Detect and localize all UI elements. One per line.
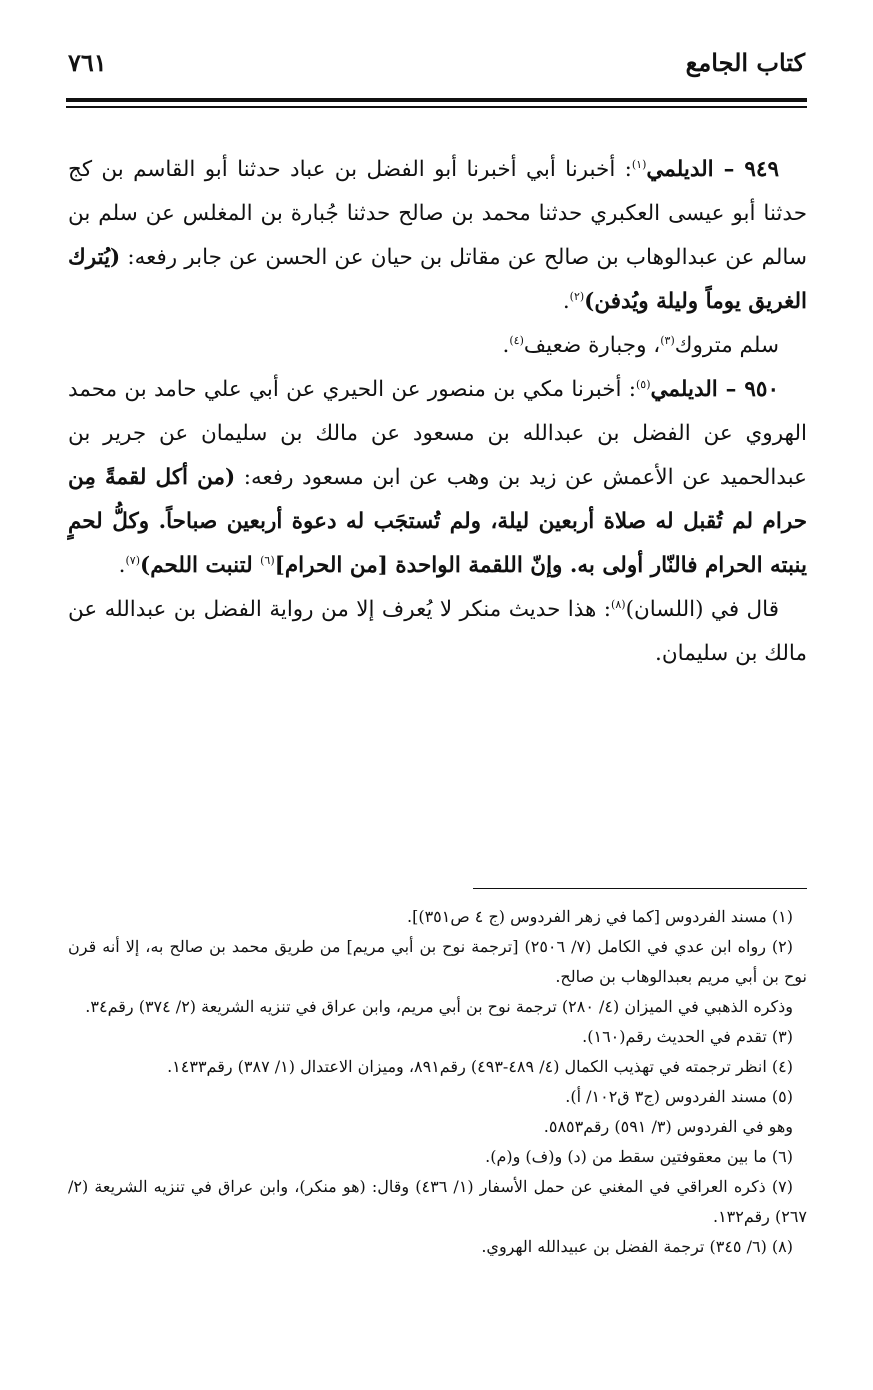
footnote-5: (٥) مسند الفردوس (ج٣ ق١٠٢/ أ).: [565, 1087, 793, 1106]
running-head-title: كتاب الجامع: [685, 48, 805, 77]
footnotes-section: [68, 902, 807, 1262]
footnote-ref-3[interactable]: (٣): [660, 333, 675, 347]
page-header: [68, 48, 805, 92]
footnote-ref-4[interactable]: (٤): [509, 333, 524, 347]
hadith-949-end: .: [562, 289, 570, 314]
comment-a: قال في (اللسان): [625, 597, 779, 622]
hadith-949-source: الديلمي: [646, 157, 714, 182]
page-number: ٧٦١: [68, 48, 107, 77]
hadith-950-source: الديلمي: [650, 377, 718, 402]
note-a: سلم متروك: [674, 333, 779, 358]
hadith-950-comment: [68, 588, 807, 676]
hadith-949-note: [68, 324, 807, 368]
footnote-ref-5[interactable]: (٥): [636, 377, 651, 391]
footnote-ref-1[interactable]: (١): [631, 157, 647, 171]
hadith-949-matn: (يُترك الغريق يوماً وليلة ويُدفن): [68, 245, 807, 314]
footnote-6: (٦) ما بين معقوفتين سقط من (د) و(ف) و(م).: [485, 1147, 793, 1166]
footnote-2: (٢) رواه ابن عدي في الكامل (٧/ ٢٥٠٦) [ترجمة نوح بن أبي مريم] من طريق محمد بن صالح به، إلا أنه قرن نوح بن أبي مريم بعبدالوهاب بن صالح.: [68, 937, 807, 986]
hadith-950-paragraph: [68, 368, 807, 588]
footnote-4: (٤) انظر ترجمته في تهذيب الكمال (٤/ ٤٨٩-٤٩٣) رقم٨٩١، وميزان الاعتدال (١/ ٣٨٧) رقم١٤٣٣.: [167, 1057, 793, 1076]
hadith-949-isnad: : أخبرنا أبي أخبرنا أبو الفضل بن عباد حدثنا أبو القاسم بن كج حدثنا أبو عيسى العكبري حدثنا محمد بن صالح حدثنا جُبارة بن المغلس عن سلم بن سالم عن عبدالوهاب بن صالح عن مقاتل بن حيان عن الحسن عن جابر رفعه:: [68, 157, 807, 270]
footnote-ref-6[interactable]: (٦): [260, 553, 275, 567]
footnote-5-continued: وهو في الفردوس (٣/ ٥٩١) رقم٥٨٥٣.: [543, 1117, 793, 1136]
footnote-1: (١) مسند الفردوس [كما في زهر الفردوس (ج ٤ ص٣٥١)].: [406, 907, 793, 926]
footnote-8: (٨) (٦/ ٣٤٥) ترجمة الفضل بن عبيدالله الهروي.: [481, 1237, 793, 1256]
footnote-7: (٧) ذكره العراقي في المغني عن حمل الأسفار (١/ ٤٣٦) وقال: (هو منكر)، وابن عراق في تنزيه الشريعة (٢/ ٢٦٧) رقم١٣٢.: [68, 1177, 807, 1226]
main-text: [68, 148, 807, 676]
hadith-950-matn-b: لتنبت اللحم): [140, 553, 261, 578]
header-rule-thick: [66, 98, 807, 102]
footnote-separator: [473, 888, 807, 889]
note-end: .: [502, 333, 510, 358]
note-b: ، وجبارة ضعيف: [523, 333, 661, 358]
footnote-3: (٣) تقدم في الحديث رقم(١٦٠).: [582, 1027, 793, 1046]
header-rule-thin: [66, 106, 807, 108]
footnote-ref-8[interactable]: (٨): [611, 597, 626, 611]
hadith-949-paragraph: [68, 148, 807, 324]
hadith-950-isnad: : أخبرنا مكي بن منصور عن الحيري عن أبي علي حامد بن محمد الهروي عن الفضل بن عبدالله بن مسعود عن مالك بن سليمان عن جرير بن عبدالحميد عن الأعمش عن زيد بن وهب عن ابن مسعود رفعه:: [68, 377, 807, 490]
hadith-950-end: .: [118, 553, 126, 578]
footnote-ref-7[interactable]: (٧): [125, 553, 141, 567]
hadith-949-number: ٩٤٩ –: [713, 157, 779, 182]
comment-b: : هذا حديث منكر لا يُعرف إلا من رواية الفضل بن عبدالله عن مالك بن سليمان.: [68, 597, 807, 666]
hadith-950-number: ٩٥٠ –: [717, 377, 779, 402]
hadith-950-matn-a: (من أكل لقمةً مِن حرام لم تُقبل له صلاة أربعين ليلة، ولم تُستجَب له دعوة أربعين صباحاً. وكلُّ لحمٍ ينبته الحرام فالنّار أولى به. وإنّ اللقمة الواحدة [من الحرام]: [68, 465, 807, 578]
footnote-2-continued: وذكره الذهبي في الميزان (٤/ ٢٨٠) ترجمة نوح بن أبي مريم، وابن عراق في تنزيه الشريعة (٢/ ٣٧٤) رقم٣٤.: [85, 997, 793, 1016]
footnote-ref-2[interactable]: (٢): [569, 289, 585, 303]
